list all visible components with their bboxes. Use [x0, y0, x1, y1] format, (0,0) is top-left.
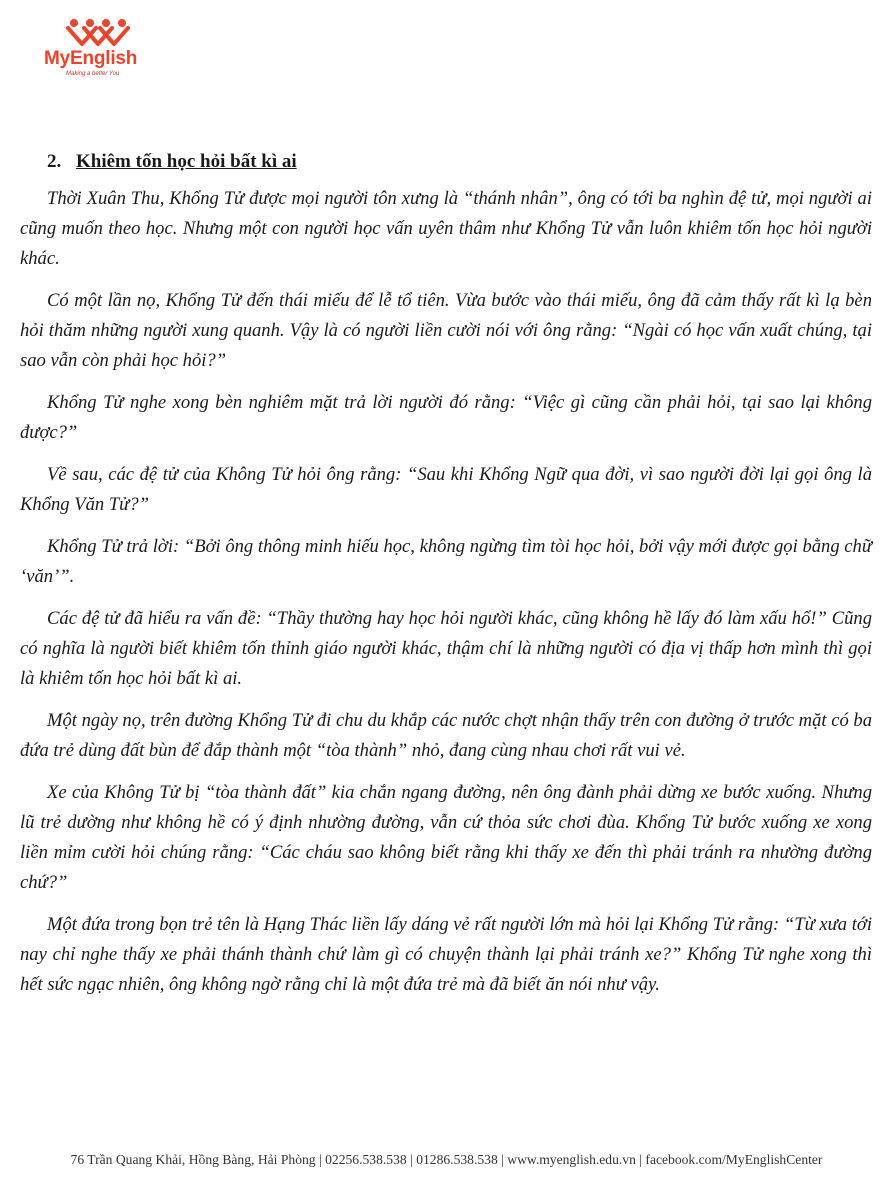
section-title: Khiêm tốn học hỏi bất kì ai: [76, 151, 297, 172]
paragraph: Các đệ tử đã hiểu ra vấn đề: “Thầy thường hay học hỏi người khác, cũng không hề lấy đó làm xấu hổ!” Cũng có nghĩa là người biết khiêm tốn thỉnh giáo người khác, thậm chí là những người có địa vị thấp hơn mình thì gọi là khiêm tốn học hỏi bất kì ai.: [20, 608, 872, 689]
paragraph: Một đứa trong bọn trẻ tên là Hạng Thác liền lấy dáng vẻ rất người lớn mà hỏi lại Khổng Tử rằng: “Từ xưa tới nay chỉ nghe thấy xe phải thánh thành chứ làm gì có chuyện thành lại phải tránh xe?” Khổng Tử nghe xong thì hết sức ngạc nhiên, ông không ngờ rằng chỉ là một đứa trẻ mà đã biết ăn nói như vậy.: [20, 914, 872, 995]
section-number: 2.: [47, 151, 62, 172]
section-heading: [47, 150, 872, 174]
brand-logo: [44, 18, 154, 78]
paragraph: Xe của Không Tử bị “tòa thành đất” kia chắn ngang đường, nên ông đành phải dừng xe bước xuống. Nhưng lũ trẻ dường như không hề có ý định nhường đường, vẫn cứ thỏa sức chơi đùa. Khổng Tử bước xuống xe xong liền mỉm cười hỏi chúng rằng: “Các cháu sao không biết rằng khi thấy xe đến thì phải tránh ra nhường đường chứ?”: [20, 782, 872, 893]
paragraph: Khổng Tử trả lời: “Bởi ông thông minh hiếu học, không ngừng tìm tòi học hỏi, bởi vậy mới được gọi bằng chữ ‘văn’”.: [20, 536, 872, 587]
page-footer: 76 Trần Quang Khải, Hồng Bàng, Hải Phòng | 02256.538.538 | 01286.538.538 | www.myenglish.edu.vn | facebook.com/MyEnglishCenter: [70, 1152, 823, 1167]
paragraph: Một ngày nọ, trên đường Khổng Tử đi chu du khắp các nước chợt nhận thấy trên con đường ở trước mặt có ba đứa trẻ dùng đất bùn để đắp thành một “tòa thành” nhỏ, đang cùng nhau chơi rất vui vẻ.: [20, 710, 872, 761]
brand-name: MyEnglish: [44, 48, 138, 69]
people-logo-icon: [66, 18, 130, 46]
paragraph: Khổng Tử nghe xong bèn nghiêm mặt trả lời người đó rằng: “Việc gì cũng cần phải hỏi, tại sao lại không được?”: [20, 392, 872, 443]
document-body: [20, 150, 872, 1012]
brand-tagline: Making a better You: [66, 71, 120, 77]
paragraph: Có một lần nọ, Khổng Tử đến thái miếu để lễ tổ tiên. Vừa bước vào thái miếu, ông đã cảm thấy rất kì lạ bèn hỏi thăm những người xung quanh. Vậy là có người liền cười nói với ông rằng: “Ngài có học vấn xuất chúng, tại sao vẫn còn phải học hỏi?”: [20, 290, 872, 371]
paragraph: Về sau, các đệ tử của Không Tử hỏi ông rằng: “Sau khi Khổng Ngữ qua đời, vì sao người đời lại gọi ông là Khổng Văn Tử?”: [20, 464, 872, 515]
paragraph: Thời Xuân Thu, Khổng Tử được mọi người tôn xưng là “thánh nhân”, ông có tới ba nghìn đệ tử, mọi người ai cũng muốn theo học. Nhưng một con người học vấn uyên thâm như Khổng Tử vẫn luôn khiêm tốn học hỏi người khác.: [20, 188, 872, 269]
